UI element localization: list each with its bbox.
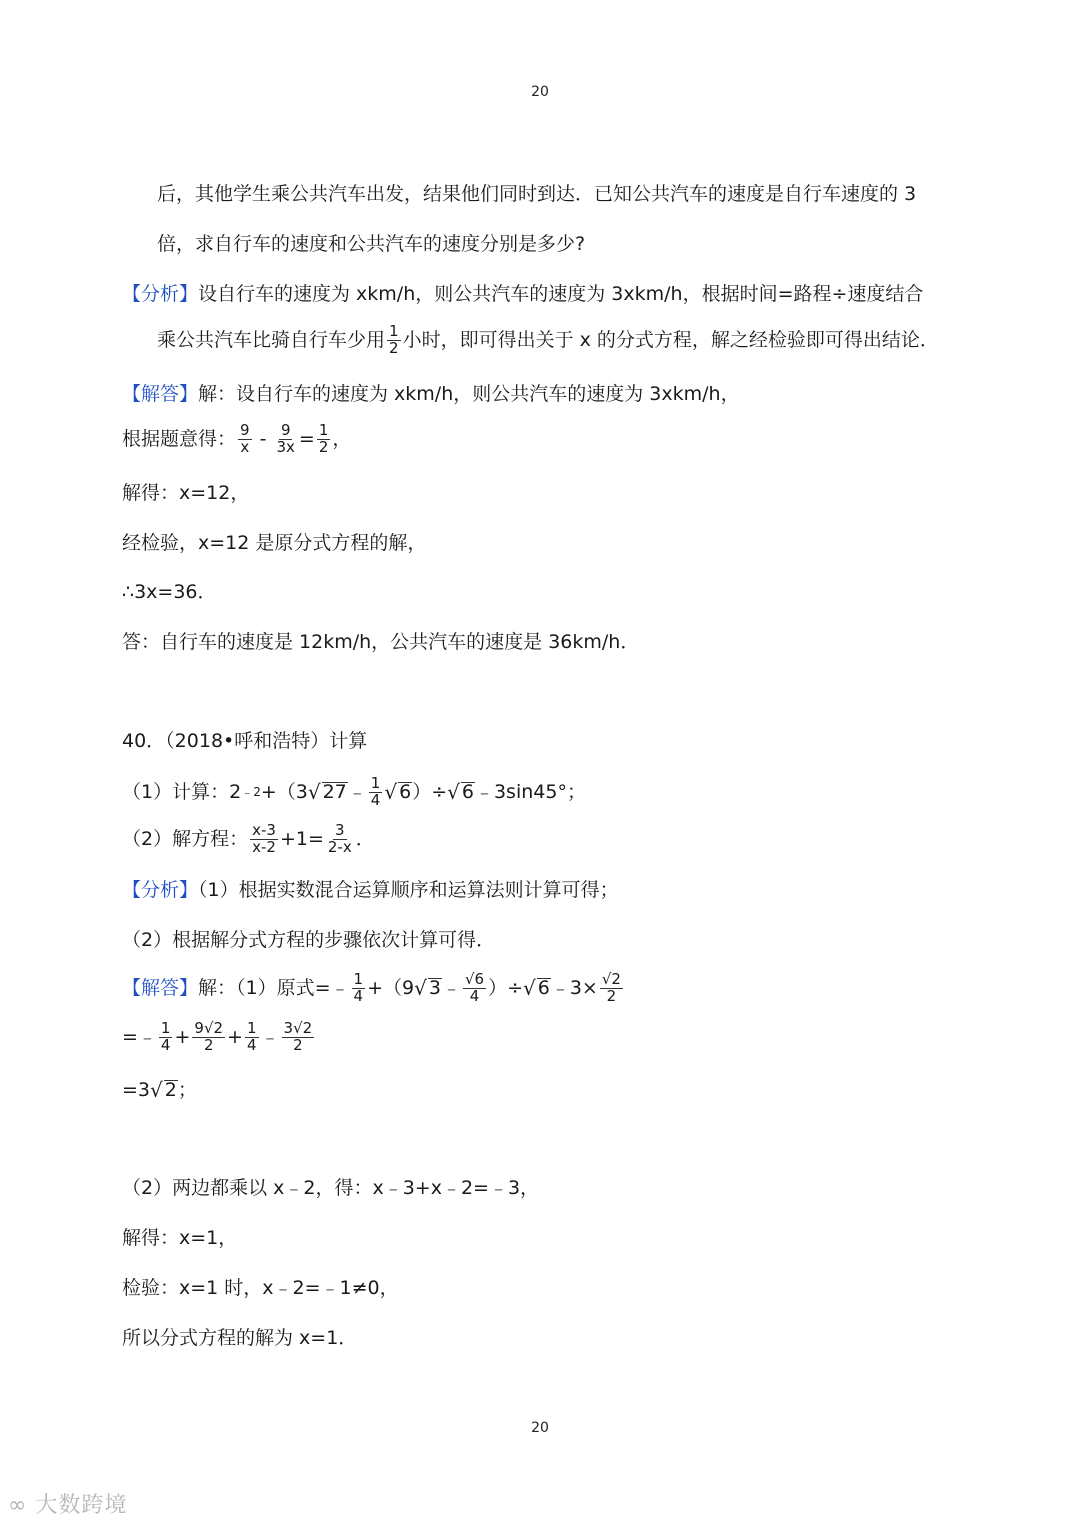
q40-solution-line-1: 【解答】 解：（1）原式= ﹣ $\frac{1}{4}$ +（9 √ 3 ﹣ $\frac{√6}{4}$ ）÷ √ 6 ﹣3× $\frac{√2}{2}$ <box>122 970 621 1005</box>
fraction-1-4-c: $\frac{1}{4}$ <box>246 1019 257 1054</box>
equation-9-over-x: $\frac{9}{x}$ <box>240 421 250 456</box>
solution-tag: 【解答】 <box>122 383 199 405</box>
result-prefix: =3 <box>122 1078 151 1101</box>
result-end: ； <box>177 1078 197 1101</box>
fraction-one-quarter: $\frac{1}{4}$ <box>370 774 381 809</box>
fraction-x-minus-3-over-x-minus-2: $\frac{x-3}{x-2}$ <box>252 821 276 856</box>
q40-part1-label: （1）计算：2 <box>122 780 242 803</box>
solution-tag: 【解答】 <box>122 976 199 999</box>
q40-part2-label: （2）解方程： <box>122 827 249 850</box>
analysis-tag: 【分析】 <box>122 879 199 901</box>
q40-analysis-line-1 <box>122 881 619 900</box>
q39-solution-line-5: ∴3x=36． <box>122 581 217 603</box>
q40-part2-question: （2）解方程： $\frac{x-3}{x-2}$ +1= $\frac{3}{2-x}$ ． <box>122 821 375 856</box>
q39-analysis-text-1: 设自行车的速度为 xkm/h，则公共汽车的速度为 3xkm/h，根据时间=路程÷速度结合 <box>198 283 924 305</box>
q39-solution-text-1: 解：设自行车的速度为 xkm/h，则公共汽车的速度为 3xkm/h， <box>198 383 740 405</box>
fraction-1-4-b: $\frac{1}{4}$ <box>160 1019 171 1054</box>
q39-solution-line-4: 经检验，x=12 是原分式方程的解， <box>122 532 427 554</box>
q40-analysis-line-2: （2）根据解分式方程的步骤依次计算可得． <box>122 929 496 951</box>
q39-continuation-line-1: 后，其他学生乘公共汽车出发，结果他们同时到达．已知公共汽车的速度是自行车速度的 3 <box>157 183 917 205</box>
watermark-text: 大数跨境 <box>35 1493 128 1518</box>
q39-solution-line-1 <box>122 385 740 404</box>
q39-analysis-text-2b: 小时，即可得出关于 x 的分式方程，解之经检验即可得出结论． <box>402 328 939 351</box>
fraction-one-half: $\frac{1}{2}$ <box>389 322 399 357</box>
fraction-root2-2: $\frac{√2}{2}$ <box>601 970 621 1005</box>
q40-part1-exponent: ﹣2 <box>241 785 261 800</box>
fraction-1-4: $\frac{1}{4}$ <box>353 970 364 1005</box>
q39-solution-text-2: 根据题意得： <box>122 427 237 450</box>
fraction-3root2-2: $\frac{3√2}{2}$ <box>283 1019 313 1054</box>
result-radicand: 2 <box>164 1079 177 1101</box>
fraction-9root2-2: $\frac{9√2}{2}$ <box>194 1019 224 1054</box>
q40-solution-text-1: 解：（1）原式= <box>198 976 331 999</box>
equation-1-over-2: $\frac{1}{2}$ <box>318 421 329 456</box>
q40-solution-line-3: =3 √ 2 ； <box>122 1078 197 1102</box>
page-number-top: 20 <box>531 84 549 100</box>
q39-analysis-line-1 <box>122 285 923 304</box>
q39-analysis-text-2a: 乘公共汽车比骑自行车少用 <box>157 328 386 351</box>
infinity-icon: ∞ <box>8 1493 28 1518</box>
fraction-root6-4: $\frac{√6}{4}$ <box>464 970 485 1005</box>
q40-part1-question: （1）计算：2 ﹣2 +（3 √ 27 ﹣ $\frac{1}{4}$ √ 6 ）÷ √ 6 ﹣3sin45°； <box>122 774 586 809</box>
q39-continuation-line-2: 倍，求自行车的速度和公共汽车的速度分别是多少? <box>157 233 586 255</box>
watermark-logo <box>8 1488 127 1519</box>
q40-solution-line-2: =﹣ $\frac{1}{4}$ + $\frac{9√2}{2}$ + $\frac{1}{4}$ ﹣ $\frac{3√2}{2}$ <box>122 1019 313 1054</box>
q39-solution-line-3: 解得：x=12， <box>122 482 250 504</box>
q40-solution-line-5: 解得：x=1， <box>122 1227 238 1249</box>
q39-analysis-line-2 <box>157 324 939 357</box>
q39-equation-line: 根据题意得： $\frac{9}{x}$ - $\frac{9}{3x}$ = $\frac{1}{2}$ ， <box>122 421 352 456</box>
q40-solution-line-4: （2）两边都乘以 x﹣2，得：x﹣3+x﹣2=﹣3， <box>122 1177 540 1199</box>
equation-9-over-3x: $\frac{9}{3x}$ <box>276 421 295 456</box>
q40-heading: 40．（2018•呼和浩特）计算 <box>122 730 368 752</box>
page-number-bottom: 20 <box>531 1420 549 1436</box>
q39-answer-line: 答：自行车的速度是 12km/h，公共汽车的速度是 36km/h． <box>122 631 640 653</box>
fraction-3-over-2-minus-x: $\frac{3}{2-x}$ <box>327 821 352 856</box>
q40-analysis-text-1: （1）根据实数混合运算顺序和运算法则计算可得； <box>198 879 619 901</box>
q40-solution-line-7: 所以分式方程的解为 x=1． <box>122 1327 358 1349</box>
analysis-tag: 【分析】 <box>122 283 199 305</box>
q40-solution-line-6: 检验：x=1 时，x﹣2=﹣1≠0， <box>122 1277 399 1299</box>
